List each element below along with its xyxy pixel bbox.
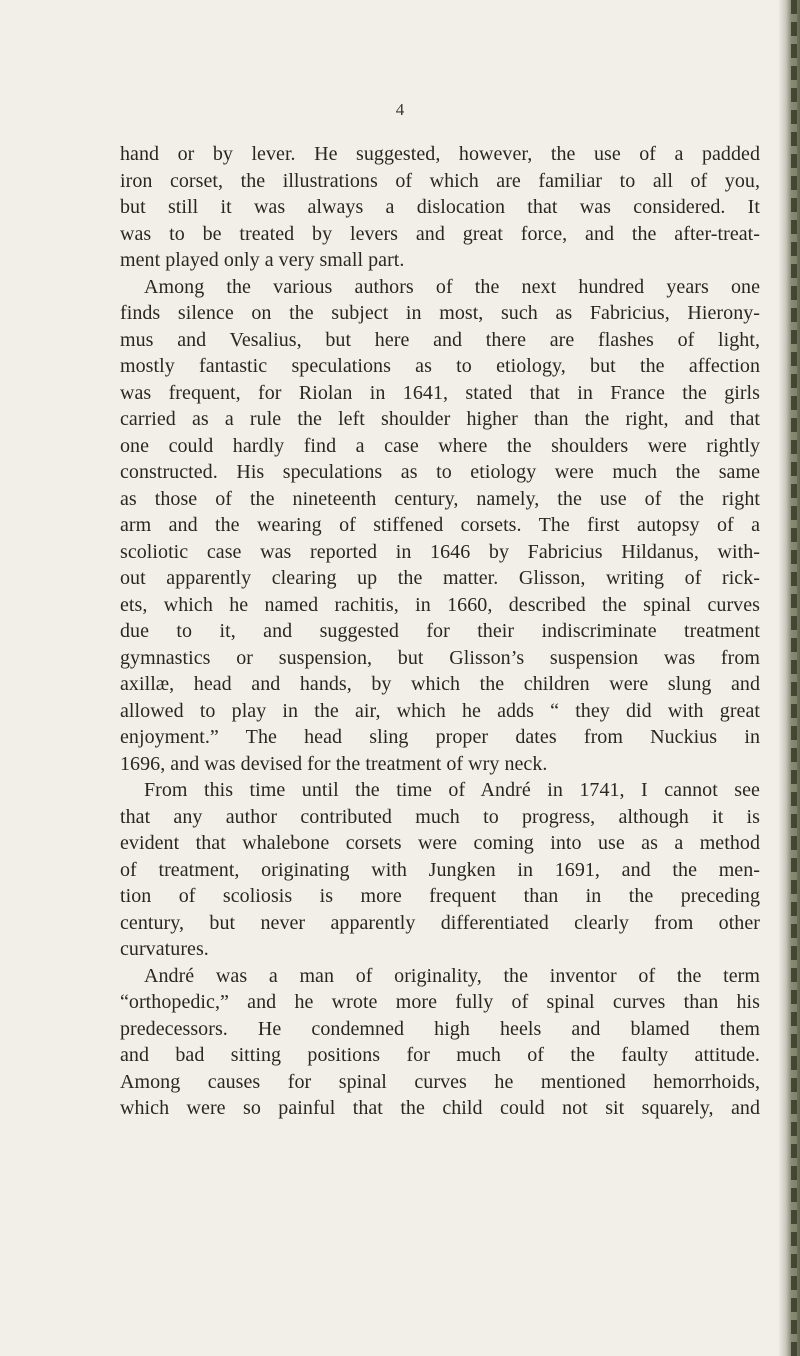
text-line: predecessors. He condemned high heels and blamed them — [120, 1017, 760, 1040]
text-line: ment played only a very small part. — [120, 249, 405, 271]
text-line: that any author contributed much to progress, although it is — [120, 805, 760, 828]
binding-edge-shadow — [791, 0, 797, 1356]
text-line: axillæ, head and hands, by which the children were slung and — [120, 673, 760, 695]
text-line: of treatment, originating with Jungken in 1691, and the men- — [120, 858, 760, 881]
page-number: 4 — [395, 100, 405, 119]
text-line: gymnastics or suspension, but Glisson’s suspension was from — [120, 646, 760, 669]
text-line: carried as a rule the left shoulder higher than the right, and that — [120, 408, 760, 430]
text-line: was to be treated by levers and great force, and the after-treat- — [120, 222, 760, 245]
text-line: century, but never apparently differentiated clearly from other — [120, 911, 760, 934]
text-line: enjoyment.” The head sling proper dates from Nuckius in — [120, 726, 760, 748]
text-line: which were so painful that the child could not sit squarely, and — [120, 1097, 760, 1119]
text-line: scoliotic case was reported in 1646 by Fabricius Hildanus, with- — [120, 540, 760, 563]
text-line: Among the various authors of the next hundred years one — [144, 275, 760, 298]
text-line: curvatures. — [120, 938, 209, 960]
text-line: From this time until the time of André in 1741, I cannot see — [144, 779, 760, 801]
text-line: iron corset, the illustrations of which are familiar to all of you, — [120, 169, 760, 192]
text-line: André was a man of originality, the inventor of the term — [144, 964, 760, 987]
text-line: hand or by lever. He suggested, however, the use of a padded — [120, 143, 760, 165]
text-line: evident that whalebone corsets were coming into use as a method — [120, 832, 760, 854]
text-line: and bad sitting positions for much of the faulty attitude. — [120, 1044, 760, 1066]
text-line: constructed. His speculations as to etiology were much the same — [120, 461, 760, 483]
text-line: 1696, and was devised for the treatment of wry neck. — [120, 752, 548, 775]
text-line: mostly fantastic speculations as to etiology, but the affection — [120, 355, 760, 377]
text-line: due to it, and suggested for their indiscriminate treatment — [120, 620, 760, 642]
text-line: finds silence on the subject in most, such as Fabricius, Hierony- — [120, 302, 760, 324]
text-line: Among causes for spinal curves he mentioned hemorrhoids, — [120, 1070, 760, 1093]
text-line: tion of scoliosis is more frequent than in the preceding — [120, 885, 760, 907]
text-line: as those of the nineteenth century, namely, the use of the right — [120, 487, 760, 510]
text-line: allowed to play in the air, which he adds “ they did with great — [120, 699, 760, 722]
text-line: “orthopedic,” and he wrote more fully of spinal curves than his — [120, 991, 760, 1013]
text-line: but still it was always a dislocation that was considered. It — [120, 196, 760, 218]
text-line: arm and the wearing of stiffened corsets. The first autopsy of a — [120, 514, 760, 536]
text-line: was frequent, for Riolan in 1641, stated that in France the girls — [120, 381, 760, 404]
text-line: out apparently clearing up the matter. Glisson, writing of rick- — [120, 567, 760, 589]
binding-edge — [778, 0, 800, 1356]
text-line: one could hardly find a case where the shoulders were rightly — [120, 434, 760, 457]
text-line: mus and Vesalius, but here and there are flashes of light, — [120, 328, 760, 351]
text-line: ets, which he named rachitis, in 1660, described the spinal curves — [120, 593, 760, 616]
body-text — [120, 141, 760, 1122]
